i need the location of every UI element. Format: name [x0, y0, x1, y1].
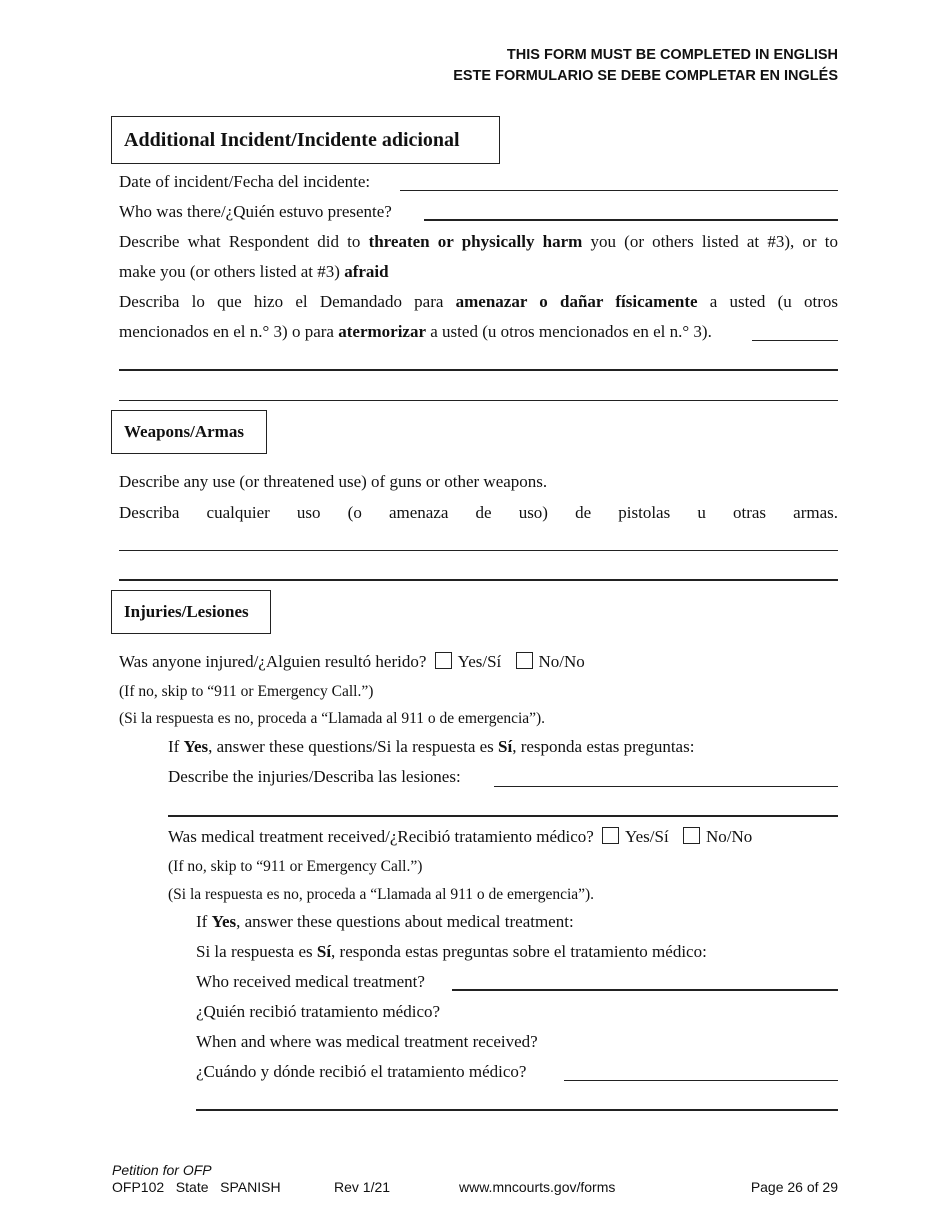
injured-yes-checkbox[interactable] — [435, 652, 452, 669]
weapons-field-1[interactable] — [119, 550, 838, 551]
who-was-there-field[interactable] — [424, 219, 838, 221]
describe-injuries-field-2[interactable] — [168, 815, 838, 817]
footer-form-code: OFP102 State SPANISH — [112, 1179, 281, 1195]
medical-yes-label: Yes/Sí — [625, 827, 669, 846]
section-title-weapons: Weapons/Armas — [111, 410, 267, 454]
injured-no-checkbox[interactable] — [516, 652, 533, 669]
date-of-incident-label: Date of incident/Fecha del incidente: — [119, 172, 371, 191]
footer-url[interactable]: www.mncourts.gov/forms — [459, 1179, 616, 1195]
language-notice-spanish: ESTE FORMULARIO SE DEBE COMPLETAR EN INGLÉS — [453, 68, 838, 84]
medical-yes-checkbox[interactable] — [602, 827, 619, 844]
describe-injuries-field-1[interactable] — [494, 786, 838, 787]
when-where-treatment-label-es: ¿Cuándo y dónde recibió el tratamiento médico? — [196, 1062, 527, 1081]
weapons-describe-es: Describa cualquier uso (o amenaza de uso) de pistolas u otras armas. — [119, 503, 838, 522]
medical-if-yes-es: Si la respuesta es Sí, responda estas preguntas sobre el tratamiento médico: — [196, 942, 707, 961]
injured-yes-label: Yes/Sí — [457, 652, 502, 671]
section-title-incident: Additional Incident/Incidente adicional — [111, 116, 500, 164]
language-notice-english: THIS FORM MUST BE COMPLETED IN ENGLISH — [506, 47, 838, 63]
weapons-describe-en: Describe any use (or threatened use) of guns or other weapons. — [119, 472, 548, 491]
footer-revision: Rev 1/21 — [334, 1179, 391, 1195]
describe-injuries-label: Describe the injuries/Describa las lesiones: — [168, 767, 461, 786]
medical-no-label: No/No — [705, 827, 753, 846]
describe-incident-field-1[interactable] — [752, 340, 838, 341]
weapons-field-2[interactable] — [119, 579, 838, 581]
describe-incident-field-2[interactable] — [119, 369, 838, 371]
medical-skip-note-es: (Si la respuesta es no, proceda a “Llamada al 911 o de emergencia”). — [168, 886, 595, 903]
who-received-treatment-label-es: ¿Quién recibió tratamiento médico? — [196, 1002, 441, 1021]
section-title-injuries: Injuries/Lesiones — [111, 590, 271, 634]
who-received-treatment-field[interactable] — [452, 989, 838, 991]
describe-incident-es-line1: Describa lo que hizo el Demandado para amenazar o dañar físicamente a usted (u otros — [119, 292, 838, 311]
describe-incident-en-line1: Describe what Respondent did to threaten or physically harm you (or others listed at #3), or to — [119, 232, 838, 251]
injured-skip-note-es: (Si la respuesta es no, proceda a “Llamada al 911 o de emergencia”). — [119, 710, 546, 727]
anyone-injured-question — [119, 652, 585, 672]
medical-no-checkbox[interactable] — [683, 827, 700, 844]
describe-incident-en-line2: make you (or others listed at #3) afraid — [119, 262, 389, 281]
anyone-injured-label: Was anyone injured/¿Alguien resultó herido? — [119, 652, 427, 671]
footer-page-number: Page 26 of 29 — [750, 1179, 838, 1195]
medical-skip-note-en: (If no, skip to “911 or Emergency Call.”) — [168, 858, 423, 875]
when-where-treatment-field-1[interactable] — [564, 1080, 838, 1081]
medical-treatment-question — [168, 827, 752, 847]
when-where-treatment-field-2[interactable] — [196, 1109, 838, 1111]
describe-incident-field-3[interactable] — [119, 400, 838, 401]
if-yes-instructions: If Yes, answer these questions/Si la respuesta es Sí, responda estas preguntas: — [168, 737, 695, 756]
who-received-treatment-label-en: Who received medical treatment? — [196, 972, 425, 991]
medical-if-yes-en: If Yes, answer these questions about medical treatment: — [196, 912, 574, 931]
language-notice — [453, 45, 838, 87]
medical-treatment-label: Was medical treatment received/¿Recibió tratamiento médico? — [168, 827, 594, 846]
injured-no-label: No/No — [538, 652, 585, 671]
when-where-treatment-label-en: When and where was medical treatment received? — [196, 1032, 538, 1051]
who-was-there-label: Who was there/¿Quién estuvo presente? — [119, 202, 392, 221]
date-of-incident-field[interactable] — [400, 190, 838, 191]
injured-skip-note-en: (If no, skip to “911 or Emergency Call.”) — [119, 683, 374, 700]
describe-incident-es-line2: mencionados en el n.° 3) o para atermorizar a usted (u otros mencionados en el n.° 3). — [119, 322, 712, 341]
footer-form-title: Petition for OFP — [112, 1162, 212, 1178]
